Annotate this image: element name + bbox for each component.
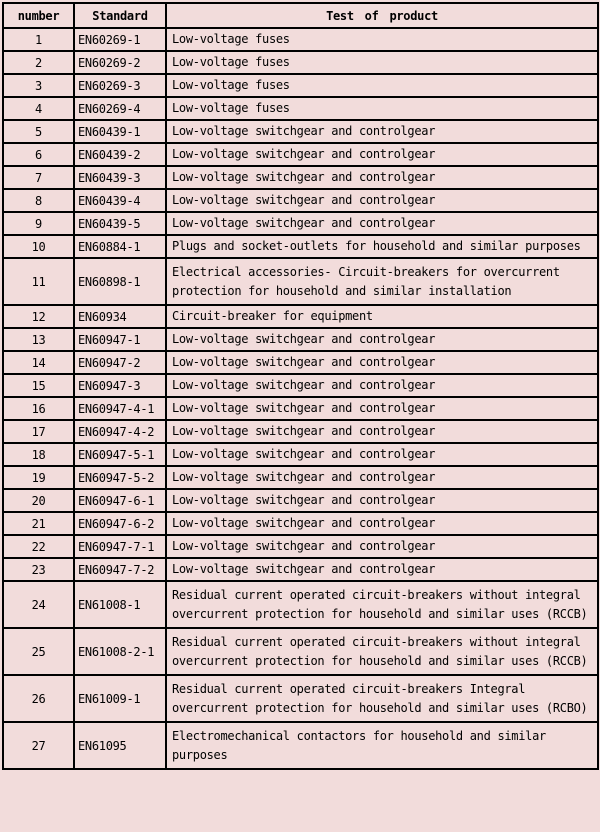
cell-number: 9 xyxy=(3,212,74,235)
header-number: number xyxy=(3,3,74,28)
table-row xyxy=(3,374,598,397)
cell-standard: EN60947-7-2 xyxy=(74,558,166,581)
table-row xyxy=(3,120,598,143)
page-background xyxy=(0,2,600,832)
cell-standard: EN60947-1 xyxy=(74,328,166,351)
cell-test-of-product: Low-voltage switchgear and controlgear xyxy=(166,397,598,420)
cell-number: 4 xyxy=(3,97,74,120)
cell-number: 8 xyxy=(3,189,74,212)
cell-test-of-product: Low-voltage switchgear and controlgear xyxy=(166,351,598,374)
header-standard: Standard xyxy=(74,3,166,28)
cell-number: 15 xyxy=(3,374,74,397)
cell-standard: EN60269-4 xyxy=(74,97,166,120)
cell-number: 23 xyxy=(3,558,74,581)
cell-standard: EN60947-3 xyxy=(74,374,166,397)
cell-standard: EN60934 xyxy=(74,305,166,328)
cell-test-of-product: Plugs and socket-outlets for household and similar purposes xyxy=(166,235,598,258)
standards-table-page xyxy=(0,2,600,832)
cell-number: 19 xyxy=(3,466,74,489)
header-row xyxy=(3,3,598,28)
cell-standard: EN60947-6-1 xyxy=(74,489,166,512)
cell-test-of-product: Low-voltage switchgear and controlgear xyxy=(166,420,598,443)
table-row xyxy=(3,581,598,628)
cell-number: 18 xyxy=(3,443,74,466)
cell-standard: EN60439-5 xyxy=(74,212,166,235)
cell-standard: EN60269-3 xyxy=(74,74,166,97)
cell-test-of-product: Circuit-breaker for equipment xyxy=(166,305,598,328)
cell-number: 20 xyxy=(3,489,74,512)
cell-number: 21 xyxy=(3,512,74,535)
table-row xyxy=(3,235,598,258)
table-row xyxy=(3,28,598,51)
cell-number: 25 xyxy=(3,628,74,675)
cell-test-of-product: Low-voltage switchgear and controlgear xyxy=(166,143,598,166)
cell-standard: EN60947-5-2 xyxy=(74,466,166,489)
table-row xyxy=(3,558,598,581)
cell-standard: EN61008-2-1 xyxy=(74,628,166,675)
table-row xyxy=(3,189,598,212)
cell-standard: EN61095 xyxy=(74,722,166,769)
cell-number: 11 xyxy=(3,258,74,305)
cell-number: 26 xyxy=(3,675,74,722)
cell-standard: EN61008-1 xyxy=(74,581,166,628)
cell-standard: EN60269-1 xyxy=(74,28,166,51)
table-row xyxy=(3,51,598,74)
cell-number: 7 xyxy=(3,166,74,189)
cell-standard: EN60884-1 xyxy=(74,235,166,258)
cell-test-of-product: Electromechanical contactors for household and similar purposes xyxy=(166,722,598,769)
cell-test-of-product: Low-voltage switchgear and controlgear xyxy=(166,120,598,143)
cell-test-of-product: Low-voltage fuses xyxy=(166,97,598,120)
table-row xyxy=(3,97,598,120)
cell-test-of-product: Residual current operated circuit-breakers without integral overcurrent protection for household and similar uses (RCCB) xyxy=(166,628,598,675)
cell-standard: EN60439-1 xyxy=(74,120,166,143)
cell-number: 13 xyxy=(3,328,74,351)
cell-standard: EN60439-4 xyxy=(74,189,166,212)
cell-test-of-product: Low-voltage fuses xyxy=(166,51,598,74)
cell-standard: EN60947-5-1 xyxy=(74,443,166,466)
table-row xyxy=(3,535,598,558)
table-header xyxy=(3,3,598,28)
cell-number: 22 xyxy=(3,535,74,558)
cell-test-of-product: Low-voltage switchgear and controlgear xyxy=(166,535,598,558)
cell-test-of-product: Low-voltage fuses xyxy=(166,28,598,51)
cell-standard: EN61009-1 xyxy=(74,675,166,722)
cell-number: 17 xyxy=(3,420,74,443)
cell-standard: EN60947-4-1 xyxy=(74,397,166,420)
cell-number: 6 xyxy=(3,143,74,166)
cell-test-of-product: Residual current operated circuit-breakers Integral overcurrent protection for household and similar uses (RCBO) xyxy=(166,675,598,722)
table-row xyxy=(3,351,598,374)
cell-number: 5 xyxy=(3,120,74,143)
cell-standard: EN60947-6-2 xyxy=(74,512,166,535)
table-row xyxy=(3,443,598,466)
cell-test-of-product: Low-voltage switchgear and controlgear xyxy=(166,212,598,235)
cell-number: 24 xyxy=(3,581,74,628)
table-row xyxy=(3,166,598,189)
cell-test-of-product: Low-voltage switchgear and controlgear xyxy=(166,374,598,397)
cell-test-of-product: Low-voltage switchgear and controlgear xyxy=(166,443,598,466)
cell-number: 1 xyxy=(3,28,74,51)
table-row xyxy=(3,258,598,305)
cell-number: 14 xyxy=(3,351,74,374)
table-body xyxy=(3,28,598,769)
cell-standard: EN60439-2 xyxy=(74,143,166,166)
table-row xyxy=(3,328,598,351)
cell-test-of-product: Low-voltage switchgear and controlgear xyxy=(166,512,598,535)
cell-test-of-product: Low-voltage switchgear and controlgear xyxy=(166,489,598,512)
cell-test-of-product: Residual current operated circuit-breakers without integral overcurrent protection for household and similar uses (RCCB) xyxy=(166,581,598,628)
cell-number: 3 xyxy=(3,74,74,97)
table-row xyxy=(3,489,598,512)
cell-test-of-product: Low-voltage switchgear and controlgear xyxy=(166,166,598,189)
table-row xyxy=(3,74,598,97)
table-row xyxy=(3,466,598,489)
cell-standard: EN60947-4-2 xyxy=(74,420,166,443)
table-row xyxy=(3,722,598,769)
cell-number: 10 xyxy=(3,235,74,258)
cell-test-of-product: Low-voltage switchgear and controlgear xyxy=(166,328,598,351)
cell-number: 12 xyxy=(3,305,74,328)
standards-table xyxy=(2,2,599,770)
cell-standard: EN60439-3 xyxy=(74,166,166,189)
cell-standard: EN60898-1 xyxy=(74,258,166,305)
table-row xyxy=(3,628,598,675)
cell-test-of-product: Low-voltage switchgear and controlgear xyxy=(166,189,598,212)
cell-standard: EN60947-2 xyxy=(74,351,166,374)
cell-test-of-product: Low-voltage fuses xyxy=(166,74,598,97)
table-row xyxy=(3,397,598,420)
table-row xyxy=(3,212,598,235)
table-row xyxy=(3,512,598,535)
cell-standard: EN60947-7-1 xyxy=(74,535,166,558)
cell-test-of-product: Low-voltage switchgear and controlgear xyxy=(166,466,598,489)
cell-number: 16 xyxy=(3,397,74,420)
cell-number: 2 xyxy=(3,51,74,74)
table-row xyxy=(3,675,598,722)
table-row xyxy=(3,143,598,166)
cell-standard: EN60269-2 xyxy=(74,51,166,74)
table-row xyxy=(3,305,598,328)
cell-test-of-product: Electrical accessories- Circuit-breakers for overcurrent protection for household and similar installation xyxy=(166,258,598,305)
cell-test-of-product: Low-voltage switchgear and controlgear xyxy=(166,558,598,581)
cell-number: 27 xyxy=(3,722,74,769)
table-row xyxy=(3,420,598,443)
header-test-of-product: Test of product xyxy=(166,3,598,28)
